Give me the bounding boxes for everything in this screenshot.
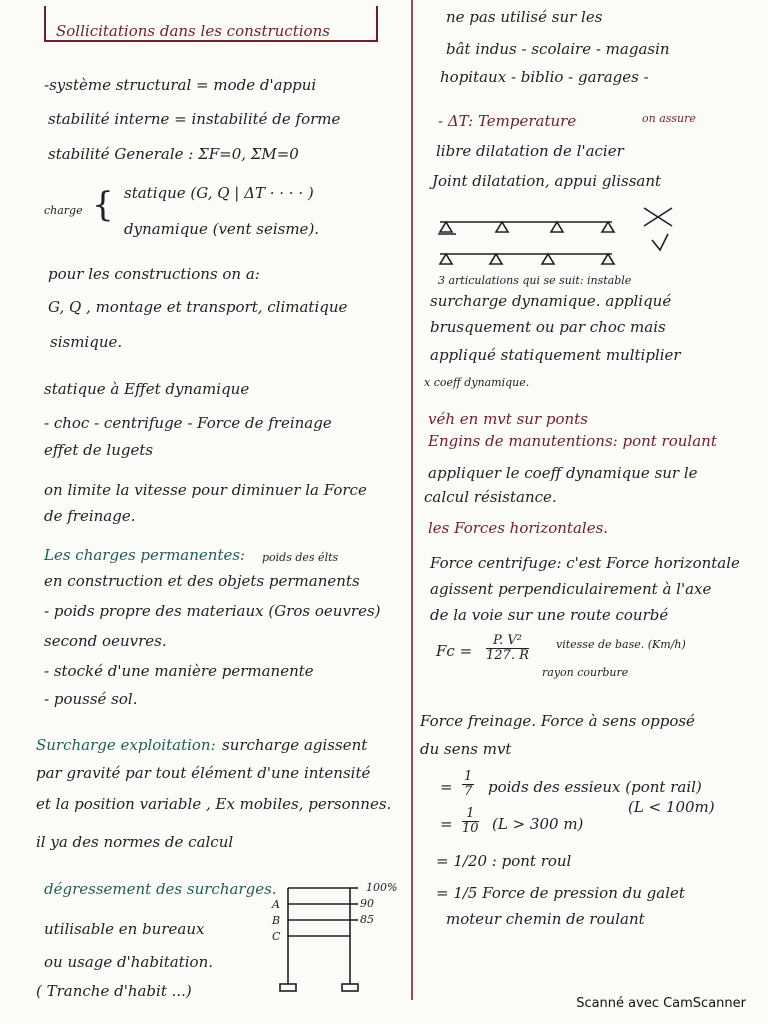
permanent-line: en construction et des objets permanents <box>44 572 360 590</box>
horizontal-line: de la voie sur une route courbé <box>430 606 669 624</box>
formula-v-note: vitesse de base. (Km/h) <box>556 638 686 651</box>
charge-label: charge <box>44 204 83 217</box>
building-footing <box>280 984 296 991</box>
vehicle-heading: véh en mvt sur ponts <box>428 410 588 428</box>
charge-dynamic: dynamique (vent seisme). <box>124 220 320 238</box>
temperature-line: libre dilatation de l'acier <box>436 142 624 160</box>
permanent-line: poids des élts <box>262 551 339 564</box>
support-roller <box>602 222 614 232</box>
braking-line: Force freinage. Force à sens opposé <box>420 712 695 730</box>
ratio-numerator: 1 <box>464 769 473 784</box>
formula-fraction <box>486 634 529 663</box>
horizontal-line: agissent perpendiculairement à l'axe <box>430 580 712 598</box>
temperature-heading: - ΔT: Temperature <box>438 112 577 130</box>
support-roller <box>496 222 508 232</box>
degressive-heading: dégressement des surcharges. <box>44 880 277 898</box>
ratio-text: poids des essieux (pont rail) <box>488 778 702 796</box>
formula-lhs: Fc = <box>436 642 473 660</box>
ratio-side: (L < 100m) <box>628 798 715 816</box>
scanner-watermark: Scanné avec CamScanner <box>576 996 746 1011</box>
degressive-floor: C <box>272 930 281 943</box>
horizontal-heading: les Forces horizontales. <box>428 519 609 537</box>
support-roller <box>551 222 563 232</box>
ratio-eq: = <box>440 815 453 833</box>
permanent-heading: Les charges permanentes: <box>44 546 246 564</box>
vehicle-line: calcul résistance. <box>424 488 557 506</box>
degressive-line: ( Tranche d'habit ...) <box>36 982 192 1000</box>
margin-line <box>411 0 413 1000</box>
degressive-floor: A <box>272 898 280 911</box>
dynamic-line: effet de lugets <box>44 441 154 459</box>
degressive-level: 100% <box>366 881 398 894</box>
temperature-line: Joint dilatation, appui glissant <box>432 172 662 190</box>
ratio-fraction <box>462 807 479 836</box>
dynamic-line: statique à Effet dynamique <box>44 380 250 398</box>
horizontal-line: Force centrifuge: c'est Force horizontale <box>430 554 740 572</box>
construction-line: sismique. <box>50 333 123 351</box>
ratio-extra: = 1/5 Force de pression du galet <box>436 884 685 902</box>
ratio-text: (L > 300 m) <box>492 815 584 833</box>
intro-line: stabilité interne = instabilité de forme <box>48 110 341 128</box>
ratio-fraction <box>462 770 474 799</box>
building-footing <box>342 984 358 991</box>
brace-icon: { <box>92 185 114 225</box>
surcharge-line: surcharge agissent <box>222 736 368 754</box>
ratio-extra: = 1/20 : pont roul <box>436 852 572 870</box>
surcharge-line: par gravité par tout élément d'une intensité <box>36 764 371 782</box>
vehicle-line: Engins de manutentions: pont roulant <box>428 432 717 450</box>
formula-r-note: rayon courbure <box>542 666 629 679</box>
dynamic-line: - choc - centrifuge - Force de freinage <box>44 414 332 432</box>
temperature-note: on assure <box>642 112 696 125</box>
page-title: Sollicitations dans les constructions <box>56 22 330 40</box>
ratio-extra: moteur chemin de roulant <box>446 910 645 928</box>
right-top-line: hopitaux - biblio - garages - <box>440 68 649 86</box>
diagram-caption: surcharge dynamique. appliqué <box>430 292 672 310</box>
support-roller <box>602 254 614 264</box>
permanent-line: - stocké d'une manière permanente <box>44 662 314 680</box>
permanent-line: - poids propre des materiaux (Gros oeuvres) <box>44 602 381 620</box>
permanent-line: - poussé sol. <box>44 690 138 708</box>
formula-denominator: 127. R <box>486 648 529 663</box>
surcharge-line: et la position variable , Ex mobiles, personnes. <box>36 795 392 813</box>
support-fixed <box>440 222 452 232</box>
support-roller <box>542 254 554 264</box>
charge-static: statique (G, Q | ΔT · · · · ) <box>124 184 314 202</box>
construction-line: pour les constructions on a: <box>48 265 260 283</box>
intro-line: -système structural = mode d'appui <box>44 76 317 94</box>
ratio-denominator: 7 <box>464 784 473 799</box>
permanent-line: second oeuvres. <box>44 632 167 650</box>
vehicle-line: appliquer le coeff dynamique sur le <box>428 464 698 482</box>
construction-line: G, Q , montage et transport, climatique <box>48 298 348 316</box>
dynamic-line: on limite la vitesse pour diminuer la Force <box>44 481 367 499</box>
degressive-level: 90 <box>360 897 374 910</box>
diagram-caption: x coeff dynamique. <box>424 376 530 389</box>
diagram-caption: brusquement ou par choc mais <box>430 318 666 336</box>
diagram-caption: appliqué statiquement multiplier <box>430 346 681 364</box>
right-top-line: bât indus - scolaire - magasin <box>446 40 670 58</box>
formula-numerator: P. V² <box>486 634 529 649</box>
ratio-denominator: 10 <box>462 821 479 836</box>
support-roller <box>490 254 502 264</box>
degressive-line: ou usage d'habitation. <box>44 953 213 971</box>
dynamic-line: de freinage. <box>44 507 136 525</box>
ratio-numerator: 1 <box>462 807 479 822</box>
degressive-level: 85 <box>360 913 374 926</box>
surcharge-heading: Surcharge exploitation: <box>36 736 216 754</box>
braking-line: du sens mvt <box>420 740 512 758</box>
beam-diagram <box>432 200 682 270</box>
degressive-floor: B <box>272 914 281 927</box>
ratio-eq: = <box>440 778 453 796</box>
surcharge-line: il ya des normes de calcul <box>36 833 234 851</box>
right-top-line: ne pas utilisé sur les <box>446 8 603 26</box>
diagram-caption: 3 articulations qui se suit: instable <box>438 274 632 287</box>
degressive-line: utilisable en bureaux <box>44 920 205 938</box>
intro-line: stabilité Generale : ΣF=0, ΣM=0 <box>48 145 299 163</box>
support-fixed <box>440 254 452 264</box>
